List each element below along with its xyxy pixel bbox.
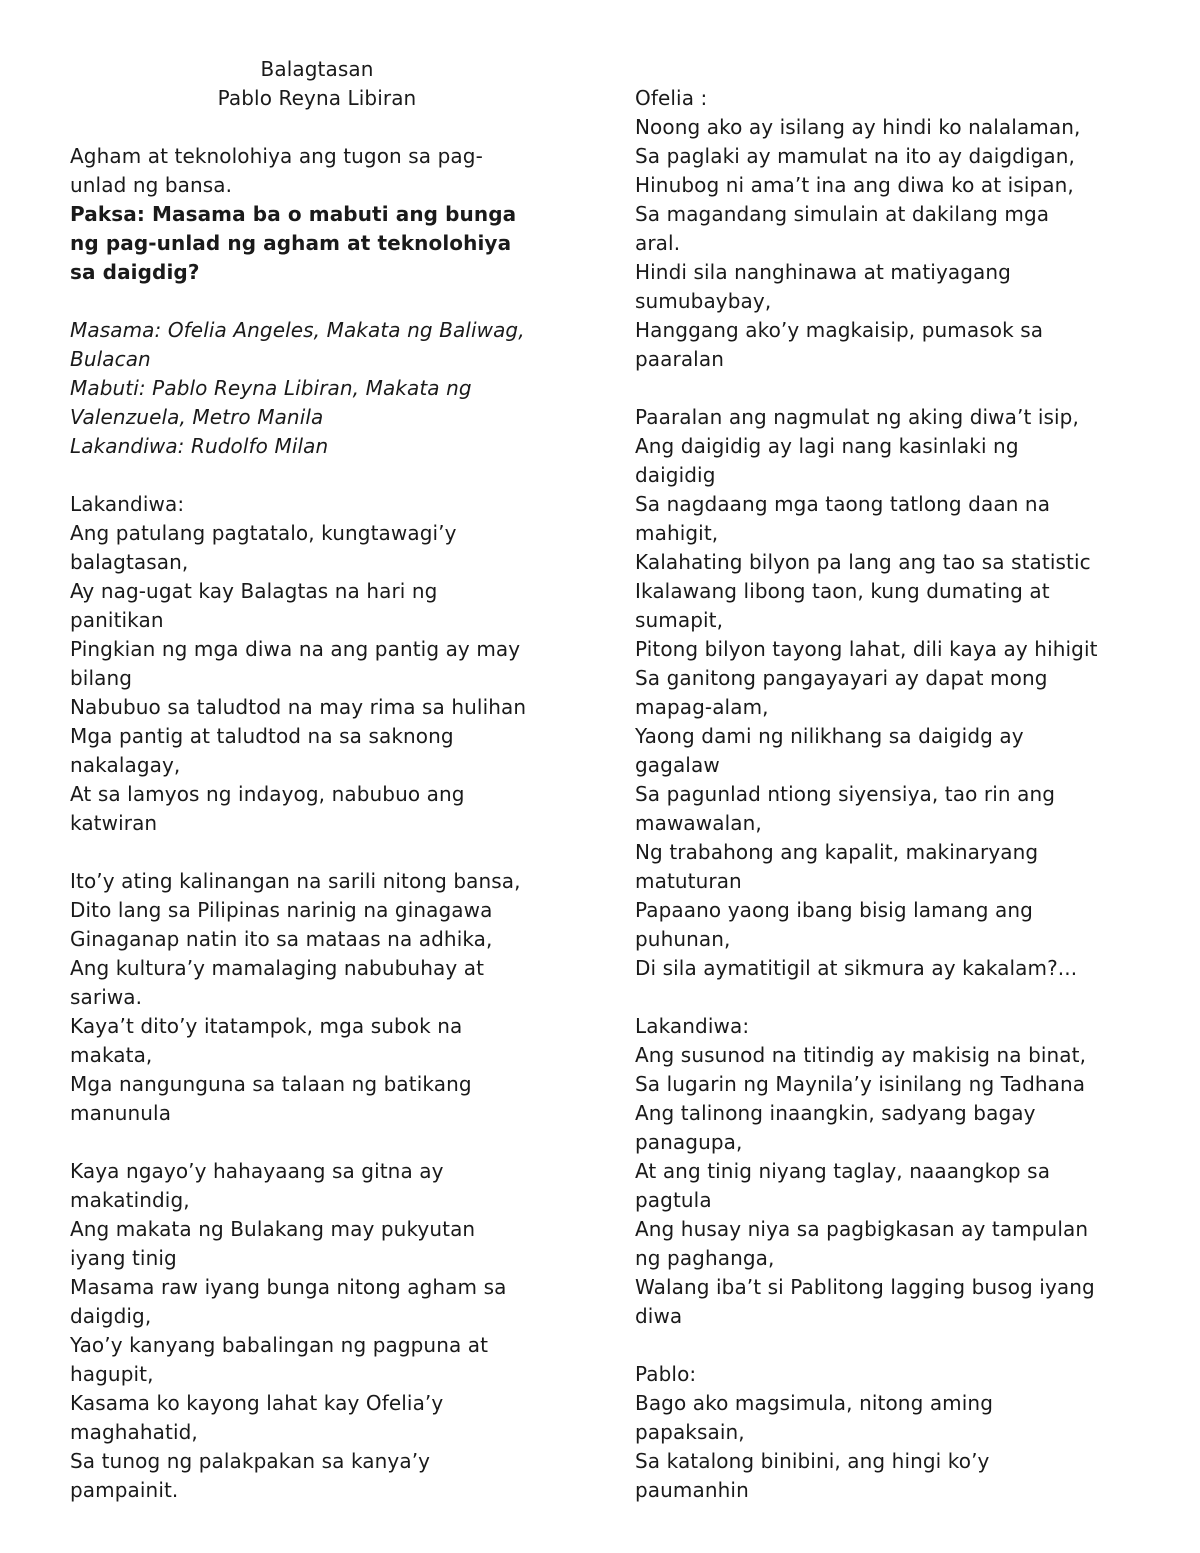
verse-line: Masama raw iyang bunga nitong agham sa bbox=[70, 1275, 507, 1299]
speaker-label: Ofelia : bbox=[635, 86, 708, 110]
verse-line: Ang husay niya sa pagbigkasan ay tampulan bbox=[635, 1217, 1089, 1241]
document-author: Pablo Reyna Libiran bbox=[217, 86, 417, 110]
topic-line: ng pag-unlad ng agham at teknolohiya bbox=[70, 231, 512, 255]
verse-line: Pingkian ng mga diwa na ang pantig ay may bbox=[70, 637, 521, 661]
verse-line: Sa tunog ng palakpakan sa kanya’y bbox=[70, 1449, 431, 1473]
verse-line: paumanhin bbox=[635, 1478, 749, 1502]
participants-list bbox=[70, 316, 570, 461]
verse-line: Sa ganitong pangayayari ay dapat mong bbox=[635, 666, 1048, 690]
verse-line: papaksain, bbox=[635, 1420, 745, 1444]
stanza bbox=[635, 403, 1155, 983]
verse-line: Dito lang sa Pilipinas narinig na ginagawa bbox=[70, 898, 493, 922]
spacer bbox=[635, 983, 1155, 1012]
verse-line: Pitong bilyon tayong lahat, dili kaya ay hihigit bbox=[635, 637, 1098, 661]
verse-line: Hinubog ni ama’t ina ang diwa ko at isipan, bbox=[635, 173, 1074, 197]
stanza bbox=[70, 519, 570, 838]
verse-line: Sa magandang simulain at dakilang mga bbox=[635, 202, 1050, 226]
verse-line: Ang kultura’y mamalaging nabubuhay at bbox=[70, 956, 485, 980]
verse-line: gagalaw bbox=[635, 753, 720, 777]
verse-line: Kasama ko kayong lahat kay Ofelia’y bbox=[70, 1391, 444, 1415]
verse-line: Yao’y kanyang babalingan ng pagpuna at bbox=[70, 1333, 489, 1357]
verse-line: Hindi sila nanghinawa at matiyagang bbox=[635, 260, 1011, 284]
verse-line: pampainit. bbox=[70, 1478, 179, 1502]
stanza bbox=[635, 1389, 1155, 1505]
verse-line: Paaralan ang nagmulat ng aking diwa’t isip, bbox=[635, 405, 1079, 429]
verse-line: Yaong dami ng nilikhang sa daigidg ay bbox=[635, 724, 1024, 748]
left-column bbox=[70, 55, 570, 1505]
verse-line: manunula bbox=[70, 1101, 172, 1125]
verse-line: Ang makata ng Bulakang may pukyutan bbox=[70, 1217, 476, 1241]
participant-line: Lakandiwa: Rudolfo Milan bbox=[70, 434, 329, 458]
speaker-label: Pablo: bbox=[635, 1362, 697, 1386]
intro-line: unlad ng bansa. bbox=[70, 173, 233, 197]
verse-line: Sa paglaki ay mamulat na ito ay daigdigan, bbox=[635, 144, 1075, 168]
verse-line: Sa pagunlad ntiong siyensiya, tao rin ang bbox=[635, 782, 1056, 806]
right-column bbox=[635, 55, 1155, 1505]
verse-line: panitikan bbox=[70, 608, 164, 632]
spacer bbox=[70, 838, 570, 867]
spacer bbox=[635, 1331, 1155, 1360]
spacer bbox=[635, 374, 1155, 403]
verse-line: Mga nangunguna sa talaan ng batikang bbox=[70, 1072, 472, 1096]
verse-line: daigdig, bbox=[70, 1304, 152, 1328]
participant-line: Mabuti: Pablo Reyna Libiran, Makata ng bbox=[70, 376, 472, 400]
verse-line: Noong ako ay isilang ay hindi ko nalalaman, bbox=[635, 115, 1081, 139]
verse-line: katwiran bbox=[70, 811, 158, 835]
verse-line: Di sila aymatitigil at sikmura ay kakalam?... bbox=[635, 956, 1078, 980]
verse-line: Ang patulang pagtatalo, kungtawagi’y bbox=[70, 521, 457, 545]
verse-line: pagtula bbox=[635, 1188, 712, 1212]
verse-line: Kalahating bilyon pa lang ang tao sa statistic bbox=[635, 550, 1091, 574]
verse-line: sumapit, bbox=[635, 608, 724, 632]
stanza bbox=[70, 1157, 570, 1505]
stanza bbox=[635, 113, 1155, 374]
verse-line: At sa lamyos ng indayog, nabubuo ang bbox=[70, 782, 465, 806]
verse-line: Bago ako magsimula, nitong aming bbox=[635, 1391, 993, 1415]
verse-line: Sa katalong binibini, ang hingi ko’y bbox=[635, 1449, 990, 1473]
verse-line: Ito’y ating kalinangan na sarili nitong bansa, bbox=[70, 869, 521, 893]
verse-line: paaralan bbox=[635, 347, 724, 371]
verse-line: Mga pantig at taludtod na sa saknong bbox=[70, 724, 454, 748]
verse-line: iyang tinig bbox=[70, 1246, 177, 1270]
verse-line: Ikalawang libong taon, kung dumating at bbox=[635, 579, 1050, 603]
verse-line: ng paghanga, bbox=[635, 1246, 775, 1270]
participant-line: Valenzuela, Metro Manila bbox=[70, 405, 324, 429]
spacer bbox=[70, 287, 570, 316]
verse-line: Ang talinong inaangkin, sadyang bagay bbox=[635, 1101, 1036, 1125]
verse-line: mawawalan, bbox=[635, 811, 762, 835]
verse-line: nakalagay, bbox=[70, 753, 181, 777]
participant-line: Bulacan bbox=[70, 347, 151, 371]
verse-line: matuturan bbox=[635, 869, 742, 893]
verse-line: Ang susunod na titindig ay makisig na binat, bbox=[635, 1043, 1087, 1067]
verse-line: Sa lugarin ng Maynila’y isinilang ng Tadhana bbox=[635, 1072, 1086, 1096]
verse-line: maghahatid, bbox=[70, 1420, 198, 1444]
document-title: Balagtasan bbox=[260, 57, 374, 81]
topic-line: Paksa: Masama ba o mabuti ang bunga bbox=[70, 202, 517, 226]
verse-line: mahigit, bbox=[635, 521, 719, 545]
verse-line: Ng trabahong ang kapalit, makinaryang bbox=[635, 840, 1039, 864]
verse-line: sariwa. bbox=[70, 985, 143, 1009]
spacer bbox=[70, 461, 570, 490]
speaker-label: Lakandiwa: bbox=[635, 1014, 750, 1038]
verse-line: sumubaybay, bbox=[635, 289, 772, 313]
topic-paragraph bbox=[70, 200, 570, 287]
verse-line: At ang tinig niyang taglay, naaangkop sa bbox=[635, 1159, 1051, 1183]
spacer bbox=[70, 113, 570, 142]
spacer bbox=[70, 1128, 570, 1157]
verse-line: Kaya’t dito’y itatampok, mga subok na bbox=[70, 1014, 463, 1038]
verse-line: panagupa, bbox=[635, 1130, 743, 1154]
verse-line: Ay nag-ugat kay Balagtas na hari ng bbox=[70, 579, 438, 603]
verse-line: mapag-alam, bbox=[635, 695, 769, 719]
participant-line: Masama: Ofelia Angeles, Makata ng Baliwag, bbox=[70, 318, 525, 342]
stanza bbox=[70, 867, 570, 1128]
verse-line: makatindig, bbox=[70, 1188, 190, 1212]
verse-line: puhunan, bbox=[635, 927, 731, 951]
verse-line: hagupit, bbox=[70, 1362, 154, 1386]
verse-line: bilang bbox=[70, 666, 133, 690]
verse-line: daigidig bbox=[635, 463, 716, 487]
speaker-label: Lakandiwa: bbox=[70, 492, 185, 516]
verse-line: Ang daigidig ay lagi nang kasinlaki ng bbox=[635, 434, 1019, 458]
verse-line: diwa bbox=[635, 1304, 683, 1328]
verse-line: Ginaganap natin ito sa mataas na adhika, bbox=[70, 927, 493, 951]
topic-line: sa daigdig? bbox=[70, 260, 200, 284]
verse-line: balagtasan, bbox=[70, 550, 189, 574]
verse-line: makata, bbox=[70, 1043, 153, 1067]
verse-line: Walang iba’t si Pablitong lagging busog iyang bbox=[635, 1275, 1095, 1299]
verse-line: Nabubuo sa taludtod na may rima sa hulihan bbox=[70, 695, 527, 719]
intro-paragraph bbox=[70, 142, 570, 200]
verse-line: Sa nagdaang mga taong tatlong daan na bbox=[635, 492, 1051, 516]
verse-line: Hanggang ako’y magkaisip, pumasok sa bbox=[635, 318, 1044, 342]
verse-line: Kaya ngayo’y hahayaang sa gitna ay bbox=[70, 1159, 444, 1183]
spacer bbox=[635, 55, 1155, 84]
intro-line: Agham at teknolohiya ang tugon sa pag- bbox=[70, 144, 483, 168]
verse-line: aral. bbox=[635, 231, 681, 255]
stanza bbox=[635, 1041, 1155, 1331]
verse-line: Papaano yaong ibang bisig lamang ang bbox=[635, 898, 1033, 922]
